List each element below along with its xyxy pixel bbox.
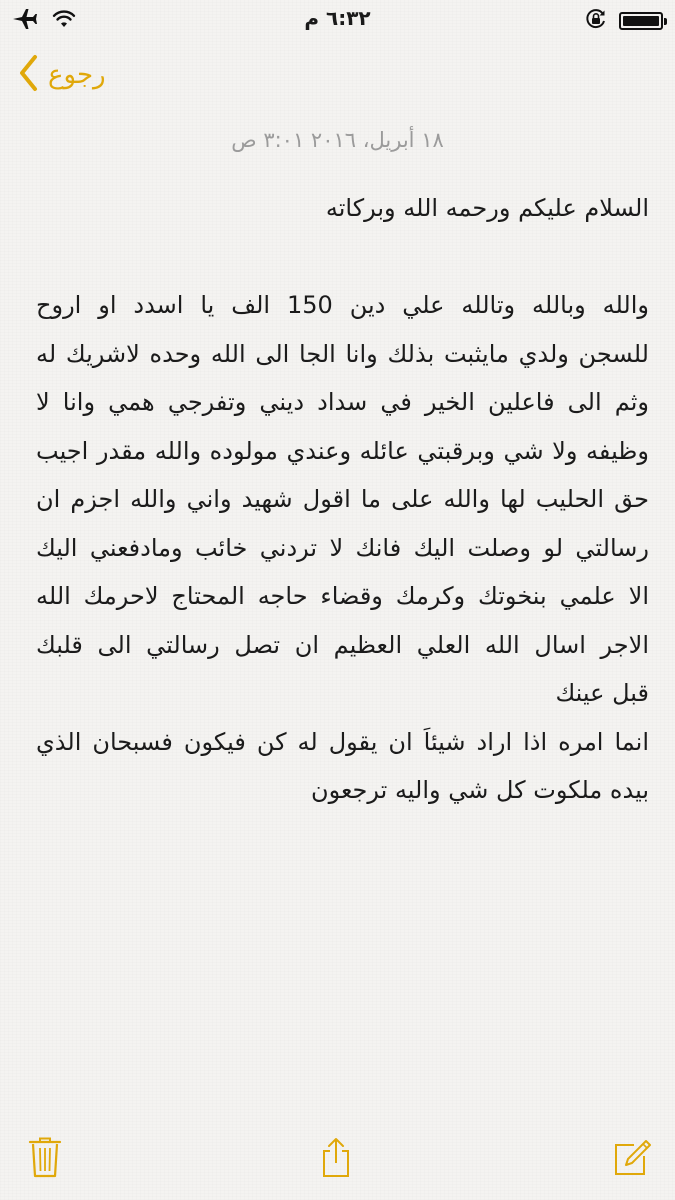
note-line: وثم الى فاعلين الخير في سداد ديني وتفرجي همي وانا لا bbox=[36, 388, 649, 416]
note-line: والله وبالله وتالله علي دين 150 الف يا اسدد او اروح bbox=[36, 291, 649, 319]
back-label: رجوع bbox=[48, 60, 106, 90]
note-line: انما امره اذا اراد شيئاَ ان يقول له كن فيكون فسبحان الذي bbox=[36, 727, 649, 756]
trash-icon bbox=[28, 1163, 62, 1182]
note-line: للسجن ولدي مايثبت بذلك وانا الجا الى الله وحده لاشريك له bbox=[36, 339, 649, 368]
note-blank-line bbox=[36, 233, 649, 282]
battery-level bbox=[623, 16, 659, 26]
status-bar bbox=[0, 0, 675, 40]
status-time: ٦:٣٢ م bbox=[304, 6, 371, 30]
trash-button[interactable] bbox=[28, 1136, 68, 1178]
compose-button[interactable] bbox=[612, 1136, 652, 1178]
note-line: وظيفه ولا شي وبرقبتي عائله وعندي مولوده والله مقدر اجيب bbox=[36, 436, 649, 465]
share-button[interactable] bbox=[318, 1136, 358, 1178]
bottom-toolbar bbox=[0, 1110, 675, 1200]
status-right bbox=[585, 8, 663, 34]
note-line: قبل عينك bbox=[555, 679, 649, 707]
note-line: رسالتي لو وصلت اليك فانك لا تردني خائب ومادفعني اليك bbox=[36, 533, 649, 562]
back-button[interactable] bbox=[18, 54, 106, 96]
share-icon bbox=[318, 1163, 354, 1182]
note-date: ١٨ أبريل، ٢٠١٦ ٣:٠١ ص bbox=[231, 128, 444, 152]
note-line: السلام عليكم ورحمه الله وبركاته bbox=[325, 194, 649, 222]
note-line: الاجر اسال الله العلي العظيم ان تصل رسالتي الى قلبك bbox=[36, 630, 649, 659]
compose-icon bbox=[612, 1163, 652, 1182]
note-line: حق الحليب لها والله على ما اقول شهيد واني والله اجزم ان bbox=[36, 485, 649, 513]
note-line: الا علمي بنخوتك وكرمك وقضاء حاجه المحتاج لاحرمك الله bbox=[36, 582, 649, 610]
note-line: بيده ملكوت كل شي واليه ترجعون bbox=[310, 776, 649, 804]
note-body[interactable] bbox=[36, 184, 649, 815]
battery-icon bbox=[619, 12, 663, 30]
chevron-left-icon bbox=[18, 54, 38, 96]
orientation-lock-icon bbox=[585, 8, 607, 34]
